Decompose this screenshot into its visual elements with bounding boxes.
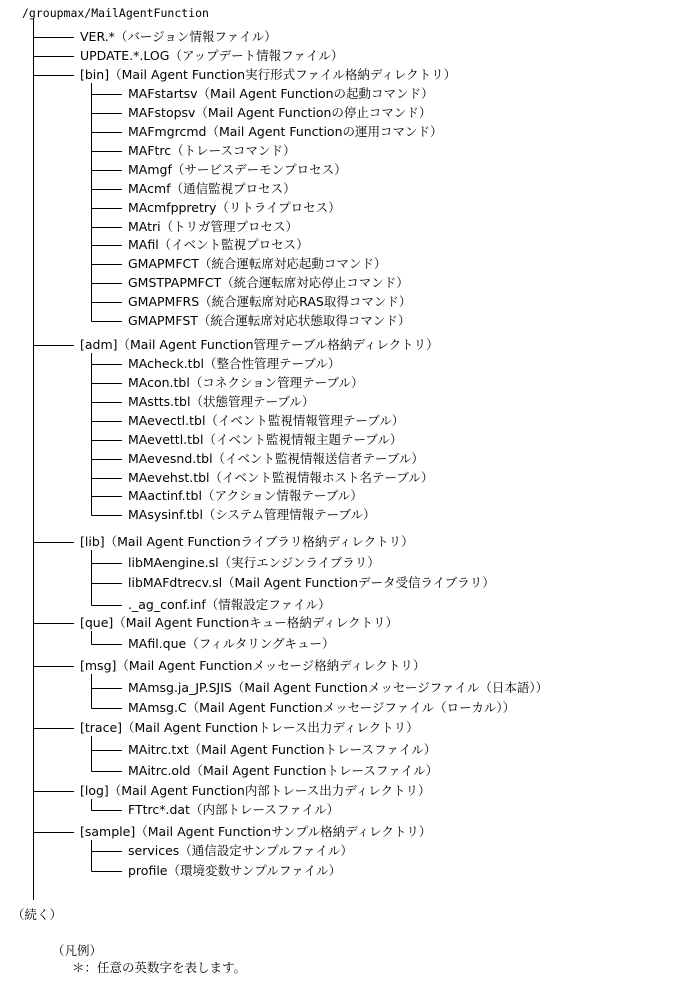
tree-node-ver-file: VER.*（バージョン情報ファイル） <box>80 29 277 44</box>
tree-leaf: MAcon.tbl（コネクション管理テーブル） <box>128 375 364 390</box>
tree-leaf: services（通信設定サンプルファイル） <box>128 843 353 858</box>
tree-leaf: MAmsg.C（Mail Agent Functionメッセージファイル（ローカル）） <box>128 700 516 715</box>
tree-leaf: MAcheck.tbl（整合性管理テーブル） <box>128 356 341 371</box>
tree-leaf: MAitrc.old（Mail Agent Functionトレースファイル） <box>128 763 439 778</box>
legend-title: （凡例） <box>52 943 103 958</box>
tree-leaf: MAsysinf.tbl（システム管理情報テーブル） <box>128 507 376 522</box>
tree-leaf: MAevettl.tbl（イベント監視情報主題テーブル） <box>128 432 403 447</box>
tree-leaf: MAmsg.ja_JP.SJIS（Mail Agent Functionメッセージファイル（日本語）） <box>128 680 549 695</box>
tree-leaf: MAFstartsv（Mail Agent Functionの起動コマンド） <box>128 86 434 101</box>
root-directory-path: /groupmax/MailAgentFunction <box>22 6 209 20</box>
tree-node-update-log: UPDATE.*.LOG（アップデート情報ファイル） <box>80 48 344 63</box>
tree-node-lib-dir: [lib]（Mail Agent Functionライブラリ格納ディレクトリ） <box>80 534 414 549</box>
tree-node-log-dir: [log]（Mail Agent Function内部トレース出力ディレクトリ） <box>80 783 431 798</box>
tree-leaf: MAcmf（通信監視プロセス） <box>128 181 296 196</box>
tree-leaf: libMAengine.sl（実行エンジンライブラリ） <box>128 555 380 570</box>
tree-leaf: profile（環境変数サンプルファイル） <box>128 863 342 878</box>
tree-leaf: MAFstopsv（Mail Agent Functionの停止コマンド） <box>128 105 432 120</box>
tree-leaf: MAevesnd.tbl（イベント監視情報送信者テーブル） <box>128 451 424 466</box>
tree-leaf: libMAFdtrecv.sl（Mail Agent Functionデータ受信ライブラリ） <box>128 575 495 590</box>
tree-leaf: MAstts.tbl（状態管理テーブル） <box>128 394 315 409</box>
tree-node-bin-dir: [bin]（Mail Agent Function実行形式ファイル格納ディレクトリ） <box>80 67 457 82</box>
tree-node-trace-dir: [trace]（Mail Agent Functionトレース出力ディレクトリ） <box>80 720 419 735</box>
tree-leaf: MAitrc.txt（Mail Agent Functionトレースファイル） <box>128 742 437 757</box>
tree-leaf: GMAPMFST（統合運転席対応状態取得コマンド） <box>128 313 411 328</box>
tree-node-sample-dir: [sample]（Mail Agent Functionサンプル格納ディレクトリ） <box>80 824 432 839</box>
tree-leaf: MAevehst.tbl（イベント監視情報ホスト名テーブル） <box>128 470 434 485</box>
tree-leaf: GMAPMFCT（統合運転席対応起動コマンド） <box>128 256 387 271</box>
tree-node-msg-dir: [msg]（Mail Agent Functionメッセージ格納ディレクトリ） <box>80 658 426 673</box>
tree-node-adm-dir: [adm]（Mail Agent Function管理テーブル格納ディレクトリ） <box>80 337 439 352</box>
tree-leaf: MAFmgrcmd（Mail Agent Functionの運用コマンド） <box>128 124 443 139</box>
tree-leaf: GMAPMFRS（統合運転席対応RAS取得コマンド） <box>128 294 412 309</box>
tree-leaf: ._ag_conf.inf（情報設定ファイル） <box>128 597 331 612</box>
continued-label: （続く） <box>12 907 63 922</box>
tree-node-que-dir: [que]（Mail Agent Functionキュー格納ディレクトリ） <box>80 615 399 630</box>
legend-text: ＊：任意の英数字を表します。 <box>72 960 247 975</box>
tree-leaf: MAtri（トリガ管理プロセス） <box>128 219 299 234</box>
tree-leaf: MAmgf（サービスデーモンプロセス） <box>128 162 347 177</box>
tree-leaf: MAcmfppretry（リトライプロセス） <box>128 200 341 215</box>
tree-leaf: MAevectl.tbl（イベント監視情報管理テーブル） <box>128 413 405 428</box>
tree-leaf: GMSTPAPMFCT（統合運転席対応停止コマンド） <box>128 275 409 290</box>
tree-leaf: MAFtrc（トレースコマンド） <box>128 143 296 158</box>
tree-leaf: MAactinf.tbl（アクション情報テーブル） <box>128 488 363 503</box>
tree-leaf: FTtrc*.dat（内部トレースファイル） <box>128 802 340 817</box>
tree-leaf: MAfil（イベント監視プロセス） <box>128 237 309 252</box>
tree-leaf: MAfil.que（フィルタリングキュー） <box>128 636 335 651</box>
